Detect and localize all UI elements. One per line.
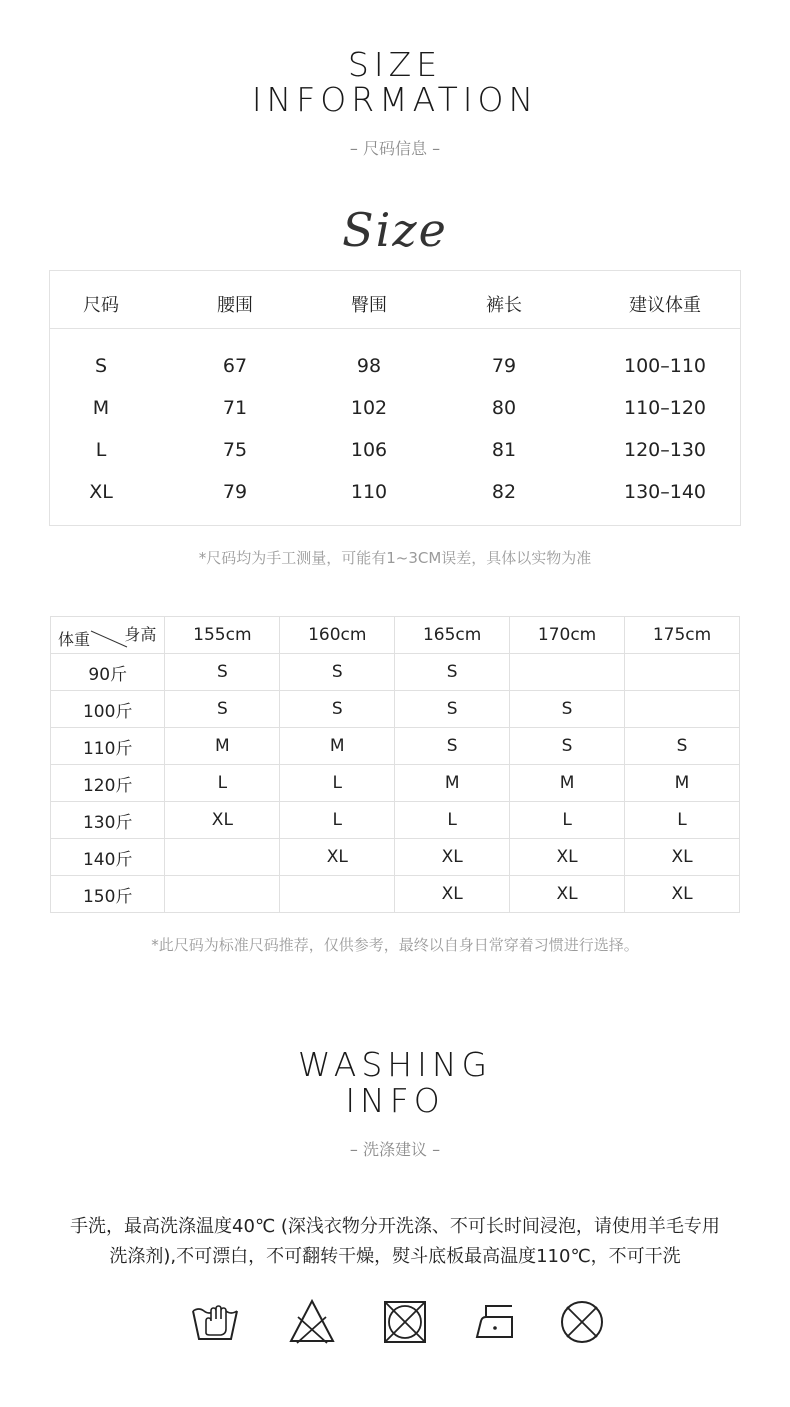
size-table-cell: S xyxy=(94,355,108,377)
fit-table-corner xyxy=(51,617,165,654)
fit-size-cell: S xyxy=(280,691,395,728)
size-table-cell: XL xyxy=(89,481,113,503)
fit-size-cell: S xyxy=(280,654,395,691)
weight-cell: 130斤 xyxy=(51,802,165,839)
fit-table-row xyxy=(51,802,740,839)
fit-table-row xyxy=(51,876,740,913)
size-table-cell: 110–120 xyxy=(623,397,707,419)
fit-size-cell: XL xyxy=(625,839,740,876)
weight-cell: 150斤 xyxy=(51,876,165,913)
fit-size-cell: L xyxy=(165,765,280,802)
fit-size-cell: XL xyxy=(395,839,510,876)
fit-size-cell: M xyxy=(165,728,280,765)
fit-size-cell xyxy=(165,876,280,913)
header-weight: 建议体重 xyxy=(629,295,701,316)
header-length: 裤长 xyxy=(486,295,522,316)
size-table-cell: 130–140 xyxy=(623,481,707,503)
header-hip: 臀围 xyxy=(351,295,387,316)
size-table-cell: 71 xyxy=(222,397,248,419)
size-table-cell: M xyxy=(92,397,110,419)
size-table-cell: 110 xyxy=(350,481,388,503)
fit-size-cell: XL xyxy=(625,876,740,913)
size-title-line2: INFORMATION xyxy=(251,80,539,119)
fit-size-cell: S xyxy=(165,691,280,728)
fit-size-cell: L xyxy=(280,765,395,802)
washing-title-line2: INFO xyxy=(345,1081,445,1120)
fit-size-cell: M xyxy=(395,765,510,802)
height-header: 160cm xyxy=(280,617,395,654)
fit-size-cell: S xyxy=(395,691,510,728)
size-table-header xyxy=(50,271,740,329)
size-table-cell: 120–130 xyxy=(623,439,707,461)
fit-table-row xyxy=(51,765,740,802)
weight-cell: 120斤 xyxy=(51,765,165,802)
size-table-cell: 80 xyxy=(491,397,517,419)
no-tumble-dry-icon xyxy=(380,1297,430,1347)
weight-cell: 100斤 xyxy=(51,691,165,728)
fit-size-cell xyxy=(280,876,395,913)
size-table-cell: 67 xyxy=(222,355,248,377)
fit-size-cell: XL xyxy=(165,802,280,839)
size-table-cell: 82 xyxy=(491,481,517,503)
size-script-heading: Size xyxy=(342,203,448,257)
weight-cell: 140斤 xyxy=(51,839,165,876)
fit-size-cell: S xyxy=(395,728,510,765)
fit-size-cell: S xyxy=(625,728,740,765)
size-table-cell: 75 xyxy=(222,439,248,461)
header-size: 尺码 xyxy=(83,295,119,316)
no-dry-clean-icon xyxy=(557,1297,607,1347)
fit-table-row xyxy=(51,654,740,691)
fit-size-cell xyxy=(625,691,740,728)
size-subtitle: – 尺码信息 – xyxy=(349,139,441,158)
washing-text-line1: 手洗，最高洗涤温度40℃ (深浅衣物分开洗涤、不可长时间浸泡，请使用羊毛专用 xyxy=(70,1216,720,1237)
fit-table-note: *此尺码为标准尺码推荐，仅供参考，最终以自身日常穿着习惯进行选择。 xyxy=(151,936,639,954)
fit-table-header-row xyxy=(51,617,740,654)
fit-table-row xyxy=(51,839,740,876)
fit-size-cell: S xyxy=(510,728,625,765)
fit-size-cell: XL xyxy=(280,839,395,876)
fit-size-cell: M xyxy=(280,728,395,765)
fit-size-cell: M xyxy=(510,765,625,802)
fit-size-cell xyxy=(625,654,740,691)
size-table-cell: 81 xyxy=(491,439,517,461)
fit-size-cell: XL xyxy=(510,839,625,876)
size-table-cell: 102 xyxy=(350,397,388,419)
header-waist: 腰围 xyxy=(217,295,253,316)
washing-text-line2: 洗涤剂),不可漂白，不可翻转干燥，熨斗底板最高温度110℃，不可干洗 xyxy=(109,1246,681,1267)
size-table-cell: 106 xyxy=(350,439,388,461)
size-table-note: *尺码均为手工测量，可能有1~3CM误差，具体以实物为准 xyxy=(198,549,592,567)
fit-size-cell: L xyxy=(395,802,510,839)
size-table xyxy=(49,270,741,526)
fit-size-cell xyxy=(165,839,280,876)
height-header: 170cm xyxy=(510,617,625,654)
fit-size-cell: XL xyxy=(395,876,510,913)
size-table-cell: 79 xyxy=(222,481,248,503)
height-header: 155cm xyxy=(165,617,280,654)
washing-subtitle: – 洗涤建议 – xyxy=(349,1140,441,1159)
height-header: 175cm xyxy=(625,617,740,654)
fit-size-cell: S xyxy=(395,654,510,691)
weight-cell: 90斤 xyxy=(51,654,165,691)
fit-size-cell: L xyxy=(510,802,625,839)
fit-table xyxy=(50,616,740,913)
size-table-cell: 98 xyxy=(356,355,382,377)
size-table-cell: 79 xyxy=(491,355,517,377)
fit-size-cell: L xyxy=(625,802,740,839)
fit-size-cell: S xyxy=(510,691,625,728)
fit-size-cell: XL xyxy=(510,876,625,913)
size-title-line1: SIZE xyxy=(347,45,443,84)
fit-size-cell: S xyxy=(165,654,280,691)
washing-title-line1: WASHING xyxy=(297,1045,493,1084)
fit-table-row xyxy=(51,691,740,728)
corner-weight-label: 体重 xyxy=(58,630,91,649)
size-table-cell: L xyxy=(95,439,107,461)
size-table-cell: 100–110 xyxy=(623,355,707,377)
fit-table-row xyxy=(51,728,740,765)
height-header: 165cm xyxy=(395,617,510,654)
no-bleach-icon xyxy=(287,1297,337,1347)
hand-wash-icon xyxy=(190,1297,240,1347)
iron-low-icon xyxy=(470,1297,520,1347)
fit-size-cell: L xyxy=(280,802,395,839)
fit-size-cell xyxy=(510,654,625,691)
corner-height-label: 身高 xyxy=(124,625,157,644)
fit-size-cell: M xyxy=(625,765,740,802)
weight-cell: 110斤 xyxy=(51,728,165,765)
